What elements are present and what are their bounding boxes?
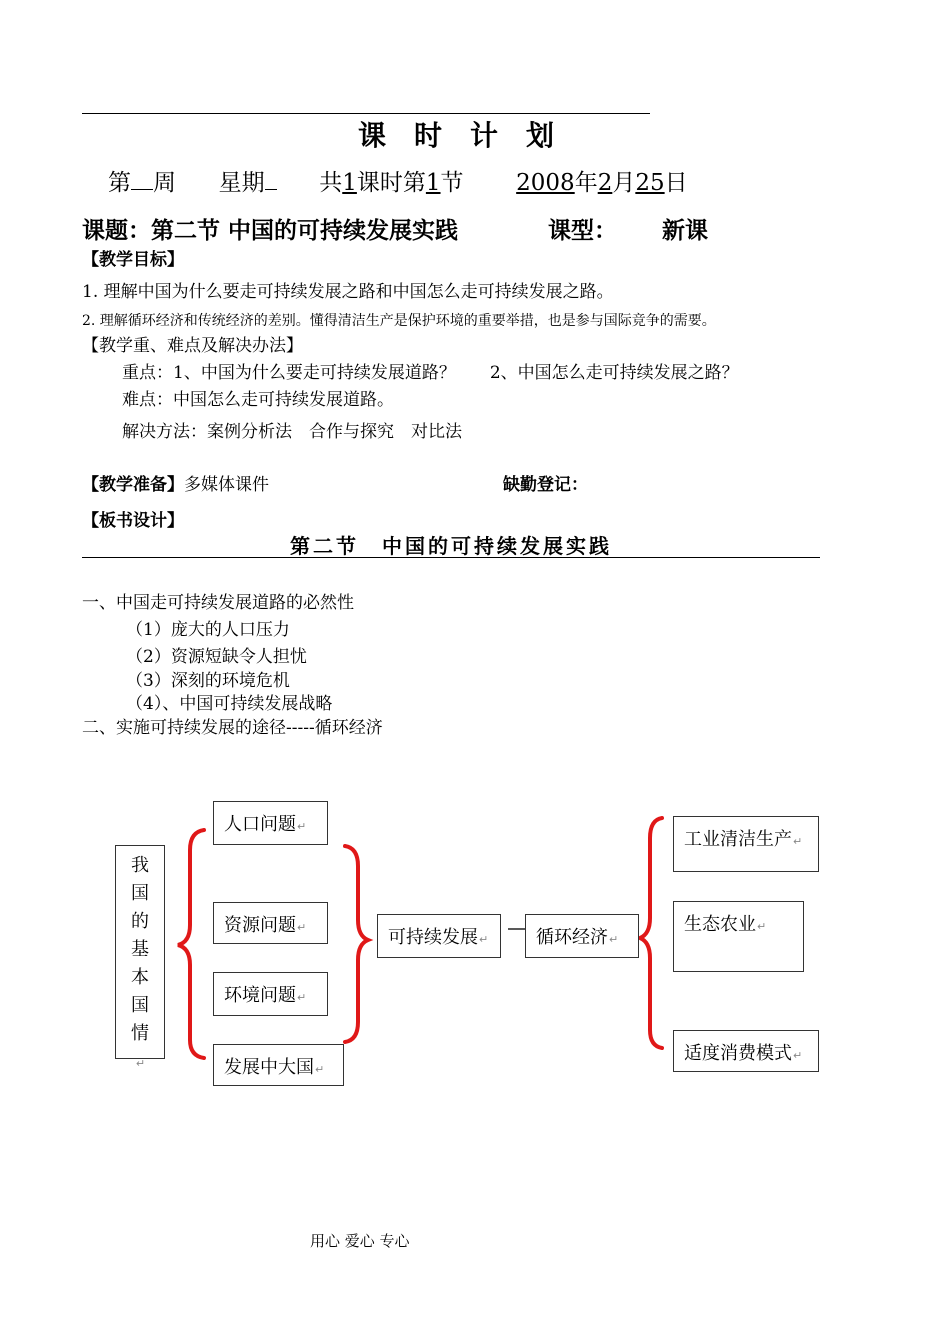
- date-month-unit: 月: [612, 170, 636, 196]
- return-mark: ↵: [757, 920, 767, 933]
- prep-heading: 【教学准备】: [82, 475, 184, 495]
- issue-environment-text: 环境问题: [224, 985, 296, 1006]
- course-type-label: 课型：: [548, 218, 617, 244]
- prep-value: 多媒体课件: [184, 475, 269, 495]
- hours-prefix: 共: [319, 170, 343, 196]
- board-line-4: （3）深刻的环境危机: [126, 671, 290, 691]
- page-title: 课 时 计 划: [358, 119, 555, 152]
- keypoints-focus: 重点：1、中国为什么要走可持续发展道路？ 2、中国怎么走可持续发展之路？: [122, 363, 739, 383]
- return-mark: ↵: [297, 921, 307, 934]
- course-type-value: 新课: [662, 218, 708, 244]
- keypoints-heading: 【教学重、难点及解决办法】: [82, 336, 303, 356]
- outcome-clean-production-box: [673, 816, 819, 872]
- objectives-heading: 【教学目标】: [82, 250, 184, 270]
- return-mark: ↵: [297, 820, 307, 833]
- right-brace: [640, 818, 662, 1048]
- date-month: 2: [597, 170, 613, 196]
- date-day-unit: 日: [664, 170, 688, 196]
- outcome-consumption-text: 适度消费模式: [684, 1043, 792, 1064]
- keypoints-methods: 解决方法：案例分析法 合作与探究 对比法: [122, 422, 462, 442]
- weekday-label: 星期: [218, 170, 265, 196]
- hours-index: 1: [425, 170, 441, 196]
- basic-conditions-text: 我国的基本国情↵: [131, 855, 149, 1070]
- sustainable-box: [377, 914, 501, 958]
- board-line-3: （2）资源短缺令人担忧: [126, 647, 307, 667]
- board-line-6: 二、实施可持续发展的途径-----循环经济: [82, 718, 383, 738]
- week-suffix: 周: [153, 170, 176, 196]
- issue-population-text: 人口问题: [224, 814, 296, 835]
- basic-conditions-box: [115, 845, 165, 1070]
- return-mark: ↵: [793, 835, 803, 848]
- date-year: 2008: [516, 170, 575, 196]
- return-mark: ↵: [315, 1063, 325, 1076]
- issue-environment-box: [213, 972, 328, 1016]
- hours-suffix: 节: [440, 170, 464, 196]
- board-line-2: （1）庞大的人口压力: [126, 620, 290, 640]
- issue-developing-box: [213, 1044, 344, 1086]
- outcome-eco-agriculture-text: 生态农业: [684, 914, 756, 935]
- outcome-consumption-box: [673, 1030, 819, 1072]
- board-heading: 【板书设计】: [82, 511, 184, 531]
- objective-item-2: 2. 理解循环经济和传统经济的差别。懂得清洁生产是保护环境的重要举措，也是参与国际竞争的需要。: [82, 313, 716, 329]
- date-day: 25: [635, 170, 665, 196]
- issue-population-box: [213, 801, 328, 845]
- middle-brace: [345, 846, 368, 1042]
- keypoints-difficulty: 难点：中国怎么走可持续发展道路。: [122, 390, 394, 410]
- return-mark: ↵: [479, 933, 489, 946]
- objective-item-1: 1. 理解中国为什么要走可持续发展之路和中国怎么走可持续发展之路。: [82, 282, 614, 302]
- return-mark: ↵: [297, 991, 307, 1004]
- week-prefix: 第: [108, 170, 131, 196]
- outcome-eco-agriculture-box: [673, 901, 804, 972]
- outcome-clean-production-text: 工业清洁生产: [684, 829, 792, 850]
- topic-label: 课题：第二节 中国的可持续发展实践: [82, 218, 459, 244]
- absence-label: 缺勤登记：: [503, 475, 588, 495]
- circular-economy-text: 循环经济: [536, 927, 608, 948]
- date-year-unit: 年: [574, 170, 598, 196]
- sustainable-text: 可持续发展: [388, 927, 478, 948]
- board-line-1: 一、中国走可持续发展道路的必然性: [82, 593, 354, 613]
- hours-total: 1: [342, 170, 357, 196]
- issue-developing-text: 发展中大国: [224, 1057, 314, 1078]
- page-footer: 用心 爱心 专心: [310, 1232, 410, 1250]
- board-title: 第二节 中国的可持续发展实践: [290, 534, 612, 558]
- left-brace: [178, 830, 204, 1058]
- circular-economy-box: [525, 914, 639, 958]
- return-mark: ↵: [793, 1049, 803, 1062]
- hours-mid: 课时第: [356, 170, 426, 196]
- issue-resources-text: 资源问题: [224, 915, 296, 936]
- issue-resources-box: [213, 902, 328, 944]
- board-line-5: （4）、中国可持续发展战略: [126, 694, 333, 714]
- return-mark: ↵: [609, 933, 619, 946]
